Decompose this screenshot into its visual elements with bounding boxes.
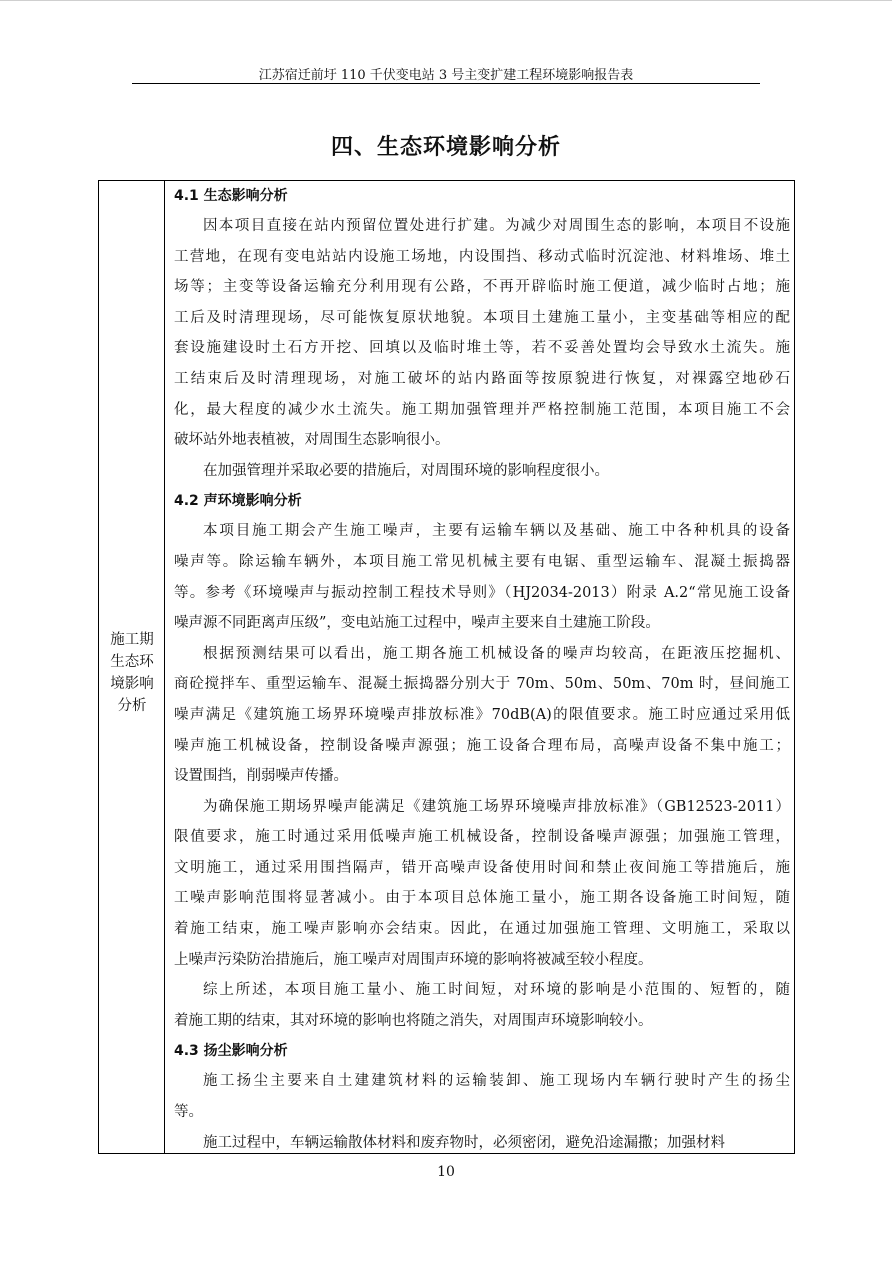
paragraph-line: 限值要求，施工时通过采用低噪声施工机械设备，控制设备噪声源强；加强施工管理，: [174, 829, 790, 846]
paragraph: [174, 792, 790, 976]
page-top-edge: [0, 0, 892, 1]
page-number: 10: [437, 1164, 455, 1180]
paragraph-line: 本项目施工期会产生施工噪声，主要有运输车辆以及基础、施工中各种机具的设备: [203, 523, 790, 540]
paragraph: [174, 211, 790, 456]
paragraph: [174, 1066, 790, 1127]
paragraph-line: 文明施工，通过采用围挡隔声，错开高噪声设备使用时间和禁止夜间施工等措施后，施: [174, 859, 790, 876]
paragraph: [174, 516, 790, 638]
paragraph-line: 设置围挡，削弱噪声传播。: [174, 768, 348, 785]
paragraph: [174, 639, 790, 792]
row-label-line: 境影响: [110, 676, 154, 692]
paragraph-line: 化，最大程度的减少水土流失。施工期加强管理并严格控制施工范围，本项目施工不会: [174, 401, 790, 418]
paragraph-line: 着施工结束，施工噪声影响亦会结束。因此，在通过加强施工管理、文明施工，采取以: [174, 921, 790, 938]
paragraph-line: 着施工期的结束，其对环境的影响也将随之消失，对周围声环境影响较小。: [174, 1012, 653, 1029]
header-rule: [132, 83, 760, 84]
paragraph-line: 施工扬尘主要来自土建建筑材料的运输装卸、施工现场内车辆行驶时产生的扬尘: [203, 1073, 790, 1090]
paragraph: [174, 975, 790, 1036]
paragraph-line: 工噪声影响范围将显著减小。由于本项目总体施工量小，施工期各设备施工时间短，随: [174, 890, 790, 907]
paragraph-line: 场等；主变等设备运输充分利用现有公路，不再开辟临时施工便道，减少临时占地；施: [174, 279, 790, 296]
paragraph-line: 套设施建设时土石方开挖、回填以及临时堆土等，若不妥善处置均会导致水土流失。施: [174, 340, 790, 357]
row-label: [107, 629, 157, 717]
paragraph-line: 等。: [174, 1104, 203, 1121]
table-left-column: [99, 181, 165, 1153]
paragraph-line: 工结束后及时清理现场，对施工破坏的站内路面等按原貌进行恢复，对裸露空地砂石: [174, 370, 790, 387]
paragraph-line: 噪声施工机械设备，控制设备噪声源强；施工设备合理布局，高噪声设备不集中施工；: [174, 737, 790, 754]
paragraph-line: 在加强管理并采取必要的措施后，对周围环境的影响程度很小。: [203, 462, 609, 479]
paragraph-line: 等。参考《环境噪声与振动控制工程技术导则》（HJ2034-2013）附录 A.2“常见施工设备: [174, 584, 790, 601]
paragraph-line: 上噪声污染防治措施后，施工噪声对周围声环境的影响将被减至较小程度。: [174, 951, 653, 968]
section-title: 四、生态环境影响分析: [330, 134, 561, 160]
paragraph-line: 工后及时清理现场，尽可能恢复原状地貌。本项目土建施工量小，主变基础等相应的配: [174, 309, 790, 326]
paragraph-line: 噪声源不同距离声压级”，变电站施工过程中，噪声主要来自土建施工阶段。: [174, 615, 660, 632]
analysis-table: [98, 180, 795, 1154]
running-header: 江苏宿迁前圩 110 千伏变电站 3 号主变扩建工程环境影响报告表: [258, 68, 634, 83]
paragraph: [174, 1128, 790, 1154]
paragraph: [174, 456, 790, 487]
paragraph-line: 施工过程中，车辆运输散体材料和废弃物时，必须密闭，避免沿途漏撒；加强材料: [203, 1134, 725, 1151]
subsection-heading: 4.3 扬尘影响分析: [174, 1043, 288, 1060]
paragraph-line: 因本项目直接在站内预留位置处进行扩建。为减少对周围生态的影响，本项目不设施: [203, 218, 790, 234]
row-label-line: 分析: [117, 698, 147, 714]
paragraph-line: 综上所述，本项目施工量小、施工时间短，对环境的影响是小范围的、短暂的，随: [203, 982, 790, 999]
row-label-line: 生态环: [110, 654, 154, 670]
paragraph-line: 根据预测结果可以看出，施工期各施工机械设备的噪声均较高，在距液压挖掘机、: [203, 645, 790, 662]
paragraph-line: 为确保施工期场界噪声能满足《建筑施工场界环境噪声排放标准》（GB12523-2011）: [203, 798, 790, 815]
table-content-cell: [174, 181, 790, 1154]
paragraph-line: 工营地，在现有变电站站内设施工场地，内设围挡、移动式临时沉淀池、材料堆场、堆土: [174, 248, 790, 265]
paragraph-line: 商砼搅拌车、重型运输车、混凝土振捣器分别大于 70m、50m、50m、70m 时，昼间施工: [174, 676, 790, 693]
paragraph-line: 噪声满足《建筑施工场界环境噪声排放标准》70dB(A)的限值要求。施工时应通过采用低: [174, 706, 790, 723]
paragraph-line: 破坏站外地表植被，对周围生态影响很小。: [174, 432, 450, 449]
subsection-heading: 4.1 生态影响分析: [174, 188, 288, 204]
subsection-heading: 4.2 声环境影响分析: [174, 493, 302, 510]
paragraph-line: 噪声等。除运输车辆外，本项目施工常见机械主要有电锯、重型运输车、混凝土振捣器: [174, 553, 790, 570]
row-label-line: 施工期: [110, 632, 154, 648]
